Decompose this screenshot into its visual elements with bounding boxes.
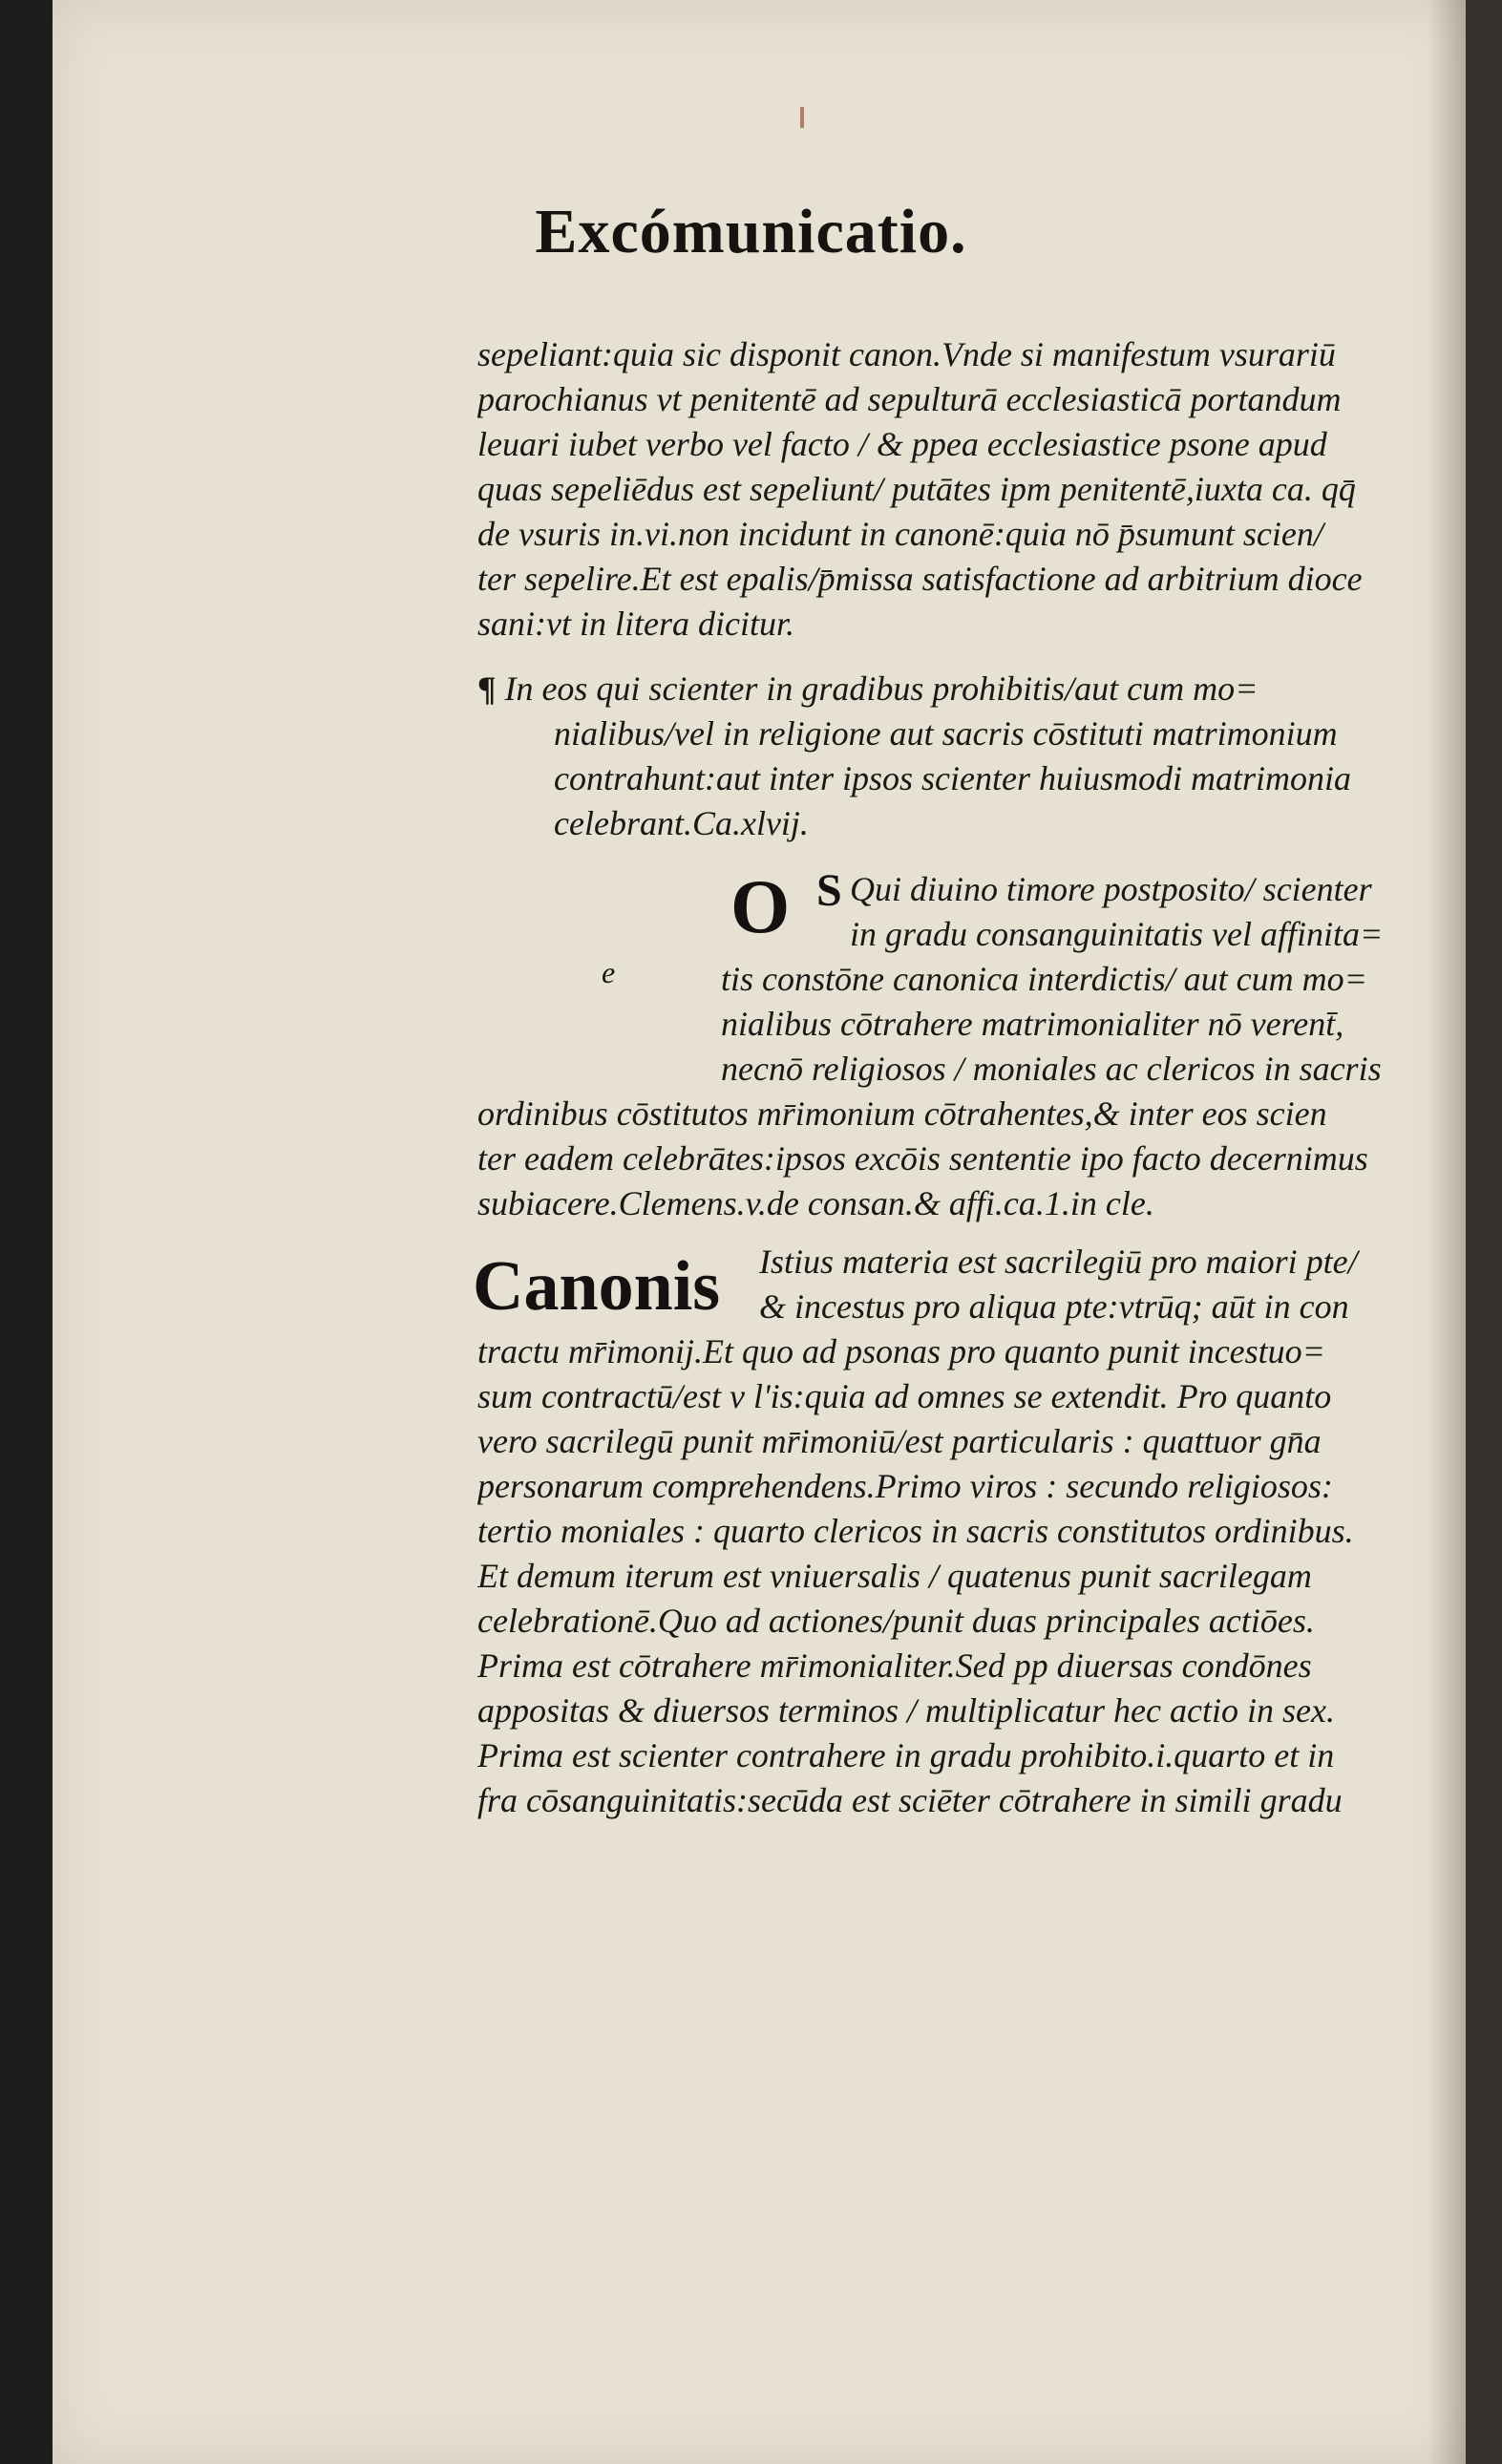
text-line: celebrationē.Quo ad actiones/punit duas principales actiōes.: [477, 1602, 1315, 1640]
initial-letter-O: O: [730, 865, 791, 949]
text-line: tractu mr̄imonij.Et quo ad psonas pro quanto punit incestuo=: [477, 1332, 1325, 1370]
text-line: de vsuris in.vi.non incidunt in canonē:quia nō p̄sumunt scien/: [477, 515, 1323, 553]
rubric-line: celebrant.Ca.xlvij.: [554, 804, 809, 842]
rubric-line: nialibus/vel in religione aut sacris cōstituti matrimonium: [554, 714, 1338, 753]
text-line: Qui diuino timore postposito/ scienter: [850, 870, 1372, 908]
text-line: ter eadem celebrātes:ipsos excōis sententie ipo facto decernimus: [477, 1139, 1368, 1178]
text-line: Prima est scienter contrahere in gradu prohibito.i.quarto et in: [477, 1736, 1335, 1774]
section-heading-canonis: Canonis: [473, 1247, 721, 1326]
text-line: parochianus vt penitentē ad sepulturā ecclesiasticā portandum: [477, 380, 1342, 418]
text-line: nialibus cōtrahere matrimonialiter nō verent̄,: [721, 1005, 1344, 1043]
text-line: ordinibus cōstitutos mr̄imonium cōtrahentes,& inter eos scien: [477, 1094, 1327, 1133]
text-line: Istius materia est sacrilegiū pro maiori pte/: [759, 1243, 1358, 1281]
rubric-line: [477, 669, 1451, 709]
text-line: subiacere.Clemens.v.de consan.& affi.ca.1.in cle.: [477, 1184, 1154, 1222]
text-line: vero sacrilegū punit mr̄imoniū/est particularis : quattuor gn̄a: [477, 1422, 1322, 1460]
text-line: ter sepelire.Et est epalis/p̄missa satisfactione ad arbitrium dioce: [477, 560, 1363, 598]
pilcrow-mark: ¶: [477, 669, 497, 708]
text-line: Et demum iterum est vniuersalis / quatenus punit sacrilegam: [477, 1557, 1312, 1595]
text-line: tis constōne canonica interdictis/ aut cum mo=: [721, 960, 1367, 998]
text-line: appositas & diuersos terminos / multiplicatur hec actio in sex.: [477, 1691, 1335, 1730]
text-line: leuari iubet verbo vel facto / & ppea ecclesiastice psone apud: [477, 425, 1327, 463]
text-line: in gradu consanguinitatis vel affinita=: [850, 915, 1384, 953]
text-line: & incestus pro aliqua pte:vtrūq; aūt in con: [759, 1287, 1349, 1326]
text-line: sani:vt in litera dicitur.: [477, 605, 794, 643]
text-line: necnō religiosos / moniales ac clericos in sacris: [721, 1050, 1382, 1088]
text-line: quas sepeliēdus est sepeliunt/ putātes ipm penitentē,iuxta ca. qq̄: [477, 470, 1356, 508]
text-line: fra cōsanguinitatis:secūda est sciēter cōtrahere in simili gradu: [477, 1781, 1343, 1819]
text-line: tertio moniales : quarto clericos in sacris constitutos ordinibus.: [477, 1512, 1354, 1550]
guide-letter: e: [602, 955, 616, 989]
initial-letter-S: S: [816, 865, 842, 916]
text-line: sepeliant:quia sic disponit canon.Vnde si manifestum vsurariū: [477, 335, 1336, 373]
text-line: Prima est cōtrahere mr̄imonialiter.Sed pp diuersas condōnes: [477, 1646, 1312, 1685]
rubric-line: contrahunt:aut inter ipsos scienter huiusmodi matrimonia: [554, 759, 1351, 797]
ink-mark: [800, 107, 804, 128]
page-title: Excómunicatio.: [535, 197, 967, 266]
rubric-text: In eos qui scienter in gradibus prohibitis/aut cum mo=: [504, 669, 1259, 708]
page-edge: [1466, 0, 1502, 2464]
text-line: personarum comprehendens.Primo viros : secundo religiosos:: [477, 1467, 1333, 1505]
text-line: sum contractū/est v l'is:quia ad omnes se extendit. Pro quanto: [477, 1377, 1332, 1415]
